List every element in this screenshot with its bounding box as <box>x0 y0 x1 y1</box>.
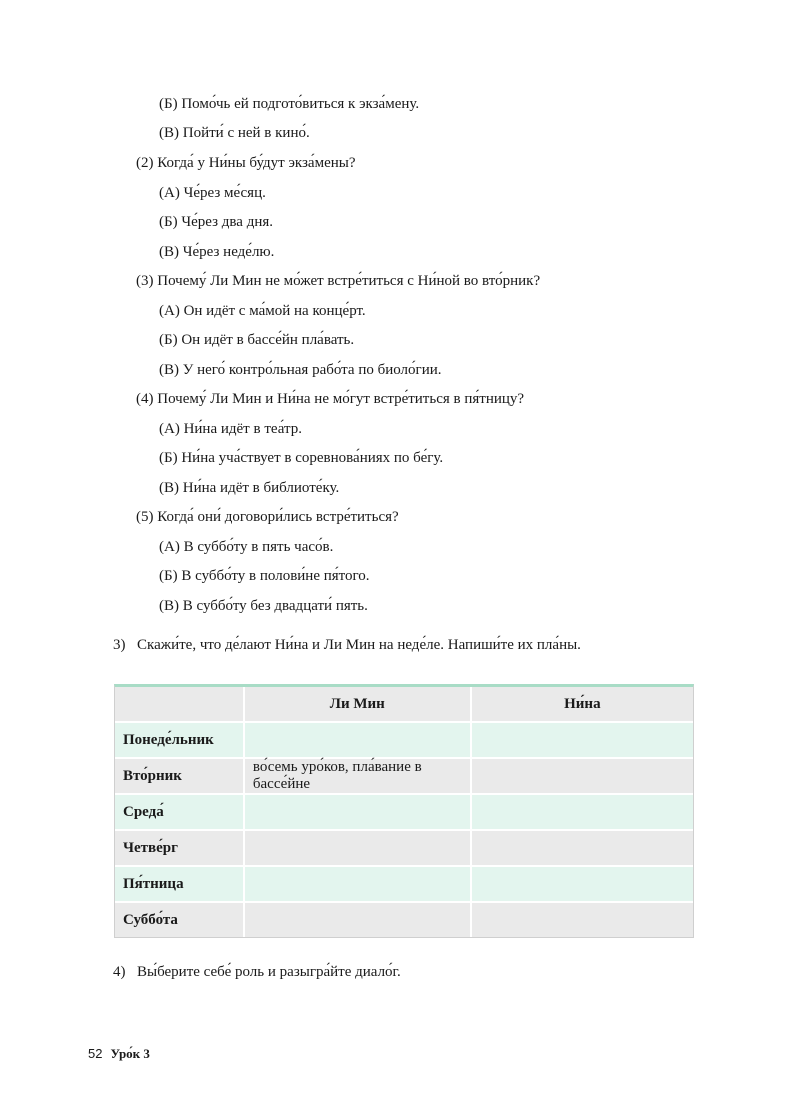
day-cell: Четве́рг <box>115 831 245 867</box>
table-row <box>115 867 693 903</box>
day-cell: Суббо́та <box>115 903 245 937</box>
table-row <box>115 795 693 831</box>
page-number: 52 <box>88 1046 103 1061</box>
table-header-cell <box>115 687 245 723</box>
answer-option: (Б) В суббо́ту в полови́не пя́того. <box>159 568 370 584</box>
answer-option: (А) Че́рез ме́сяц. <box>159 185 266 201</box>
answer-option: (А) Ни́на идёт в теа́тр. <box>159 421 302 437</box>
task-4-instruction <box>113 963 401 981</box>
question: (3) Почему́ Ли Мин не мо́жет встре́титься с Ни́ной во вто́рник? <box>136 273 541 289</box>
li-min-cell[interactable] <box>245 903 472 937</box>
task-3-instruction <box>113 636 581 654</box>
table-header-nina: Ни́на <box>472 687 693 723</box>
day-cell: Среда́ <box>115 795 245 831</box>
answer-option: (В) Че́рез неде́лю. <box>159 244 275 260</box>
answer-option: (В) Ни́на идёт в библиоте́ку. <box>159 480 340 496</box>
table-header-li-min: Ли Мин <box>245 687 472 723</box>
day-cell: Понеде́льник <box>115 723 245 759</box>
answer-option: (В) В суббо́ту без двадцати́ пять. <box>159 598 368 614</box>
nina-cell[interactable] <box>472 759 693 795</box>
question: (5) Когда́ они́ договори́лись встре́титься? <box>136 509 399 525</box>
task-number: 4) <box>113 964 126 980</box>
li-min-cell[interactable]: во́семь уро́ков, пла́вание в бассе́йне <box>245 759 472 795</box>
nina-cell[interactable] <box>472 903 693 937</box>
table-row <box>115 723 693 759</box>
table-row <box>115 759 693 795</box>
table-row <box>115 903 693 937</box>
li-min-cell[interactable] <box>245 867 472 903</box>
weekly-plan-table <box>114 684 694 938</box>
nina-cell[interactable] <box>472 723 693 759</box>
li-min-cell[interactable] <box>245 795 472 831</box>
page-footer <box>88 1046 150 1062</box>
answer-option: (А) В суббо́ту в пять часо́в. <box>159 539 334 555</box>
day-cell: Вто́рник <box>115 759 245 795</box>
lesson-label: Уро́к 3 <box>110 1046 150 1061</box>
nina-cell[interactable] <box>472 831 693 867</box>
nina-cell[interactable] <box>472 795 693 831</box>
answer-option: (А) Он идёт с ма́мой на конце́рт. <box>159 303 366 319</box>
li-min-cell[interactable] <box>245 723 472 759</box>
li-min-cell[interactable] <box>245 831 472 867</box>
answer-option: (Б) Помо́чь ей подгото́виться к экза́мену. <box>159 96 420 112</box>
answer-option: (В) У него́ контро́льная рабо́та по биоло́гии. <box>159 362 442 378</box>
nina-cell[interactable] <box>472 867 693 903</box>
task-number: 3) <box>113 637 126 653</box>
answer-option: (Б) Ни́на уча́ствует в соревнова́ниях по бе́гу. <box>159 450 444 466</box>
task-text: Вы́берите себе́ роль и разыгра́йте диало́г. <box>137 964 401 980</box>
question: (4) Почему́ Ли Мин и Ни́на не мо́гут встре́титься в пя́тницу? <box>136 391 525 407</box>
table-header-row <box>115 687 693 723</box>
question: (2) Когда́ у Ни́ны бу́дут экза́мены? <box>136 155 356 171</box>
day-cell: Пя́тница <box>115 867 245 903</box>
task-text: Скажи́те, что де́лают Ни́на и Ли Мин на неде́ле. Напиши́те их пла́ны. <box>137 637 581 653</box>
answer-option: (В) Пойти́ с ней в кино́. <box>159 125 310 141</box>
answer-option: (Б) Он идёт в бассе́йн пла́вать. <box>159 332 355 348</box>
table-row <box>115 831 693 867</box>
answer-option: (Б) Че́рез два дня. <box>159 214 274 230</box>
